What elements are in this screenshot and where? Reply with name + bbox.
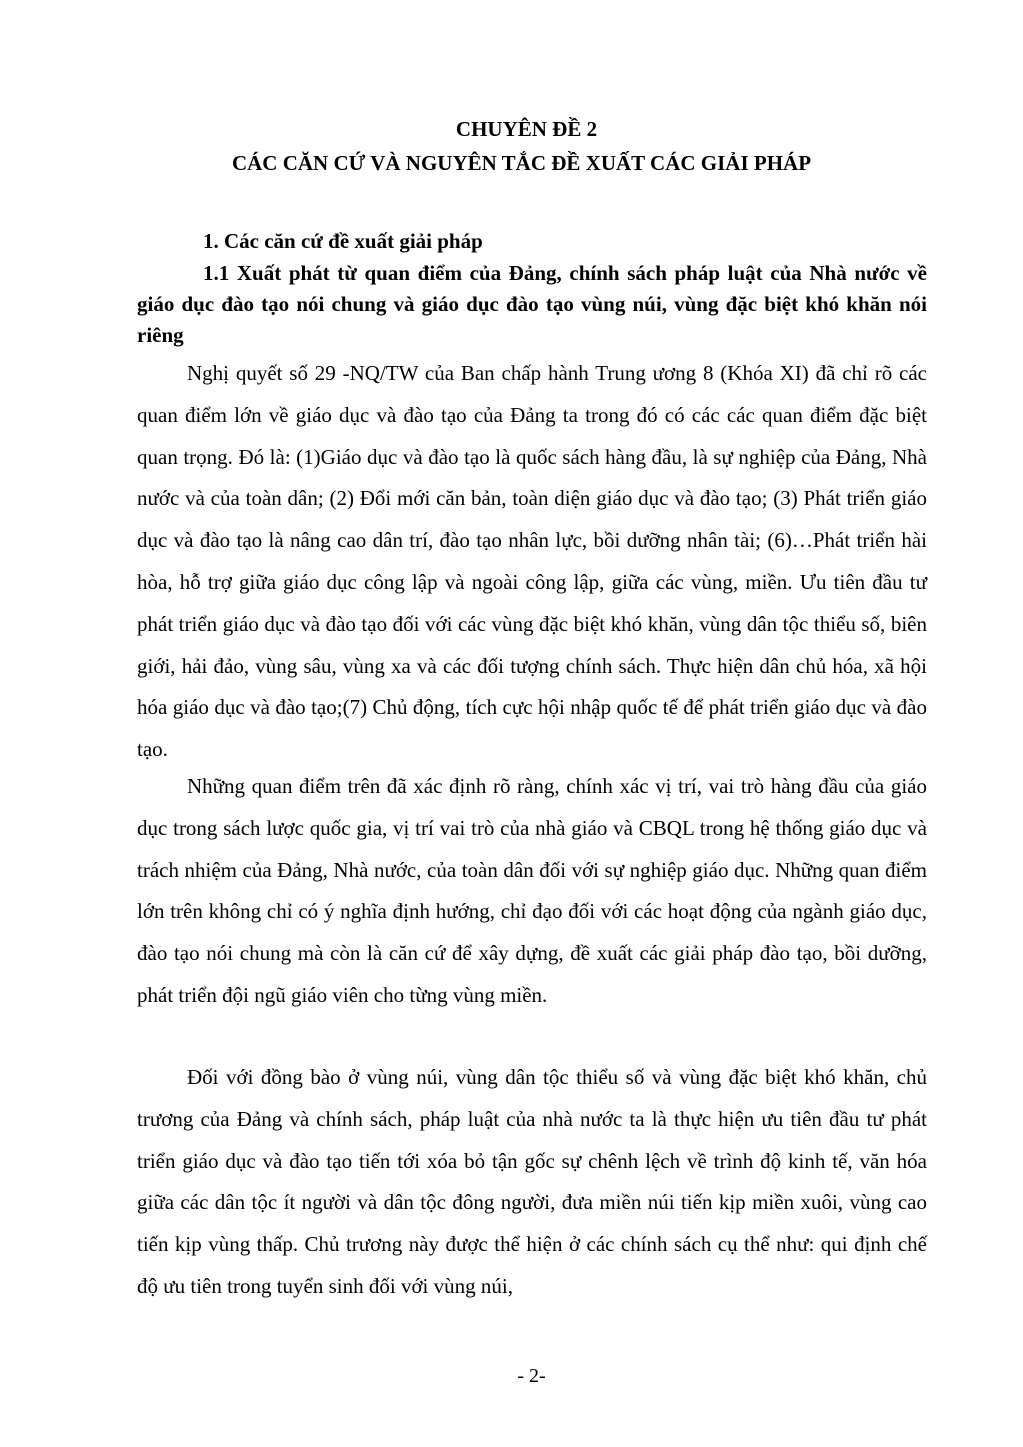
section-heading: 1. Các căn cứ đề xuất giải pháp (203, 229, 483, 253)
paragraph-3: Đối với đồng bào ở vùng núi, vùng dân tộc thiểu số và vùng đặc biệt khó khăn, chủ trương của Đảng và chính sách, pháp luật của nhà nước ta là thực hiện ưu tiên đầu tư phát triển giáo dục và đào tạo tiến tới xóa bỏ tận gốc sự chênh lệch về trình độ kinh tế, văn hóa giữa các dân tộc ít người và dân tộc đông người, đưa miền núi tiến kịp miền xuôi, vùng cao tiến kịp vùng thấp. Chủ trương này được thể hiện ở các chính sách cụ thể như: qui định chế độ ưu tiên trong tuyển sinh đối với vùng núi, (137, 1065, 927, 1298)
subsection-heading: 1.1 Xuất phát từ quan điểm của Đảng, chính sách pháp luật của Nhà nước về giáo dục đào tạo nói chung và giáo dục đào tạo vùng núi, vùng đặc biệt khó khăn nói riêng (137, 261, 927, 347)
paragraph-1: Nghị quyết số 29 -NQ/TW của Ban chấp hành Trung ương 8 (Khóa XI) đã chỉ rõ các quan điểm lớn về giáo dục và đào tạo của Đảng ta trong đó có các các quan điểm đặc biệt quan trọng. Đó là: (1)Giáo dục và đào tạo là quốc sách hàng đầu, là sự nghiệp của Đảng, Nhà nước và của toàn dân; (2) Đổi mới căn bản, toàn diện giáo dục và đào tạo; (3) Phát triển giáo dục và đào tạo là nâng cao dân trí, đào tạo nhân lực, bồi dưỡng nhân tài; (6)…Phát triển hài hòa, hỗ trợ giữa giáo dục công lập và ngoài công lập, giữa các vùng, miền. Ưu tiên đầu tư phát triển giáo dục và đào tạo đối với các vùng đặc biệt khó khăn, vùng dân tộc thiểu số, biên giới, hải đảo, vùng sâu, vùng xa và các đối tượng chính sách. Thực hiện dân chủ hóa, xã hội hóa giáo dục và đào tạo;(7) Chủ động, tích cực hội nhập quốc tế để phát triển giáo dục và đào tạo. (137, 361, 927, 762)
page-number: - 2- (517, 1365, 546, 1387)
paragraph-2: Những quan điểm trên đã xác định rõ ràng, chính xác vị trí, vai trò hàng đầu của giáo dục trong sách lược quốc gia, vị trí vai trò của nhà giáo và CBQL trong hệ thống giáo dục và trách nhiệm của Đảng, Nhà nước, của toàn dân đối với sự nghiệp giáo dục. Những quan điểm lớn trên không chỉ có ý nghĩa định hướng, chỉ đạo đối với các hoạt động của ngành giáo dục, đào tạo nói chung mà còn là căn cứ để xây dựng, đề xuất các giải pháp đào tạo, bồi dưỡng, phát triển đội ngũ giáo viên cho từng vùng miền. (137, 774, 927, 1007)
title-line-1: CHUYÊN ĐỀ 2 (455, 117, 598, 141)
title-line-2: CÁC CĂN CỨ VÀ NGUYÊN TẮC ĐỀ XUẤT CÁC GIẢI PHÁP (231, 151, 812, 175)
document-title (0, 112, 1023, 180)
